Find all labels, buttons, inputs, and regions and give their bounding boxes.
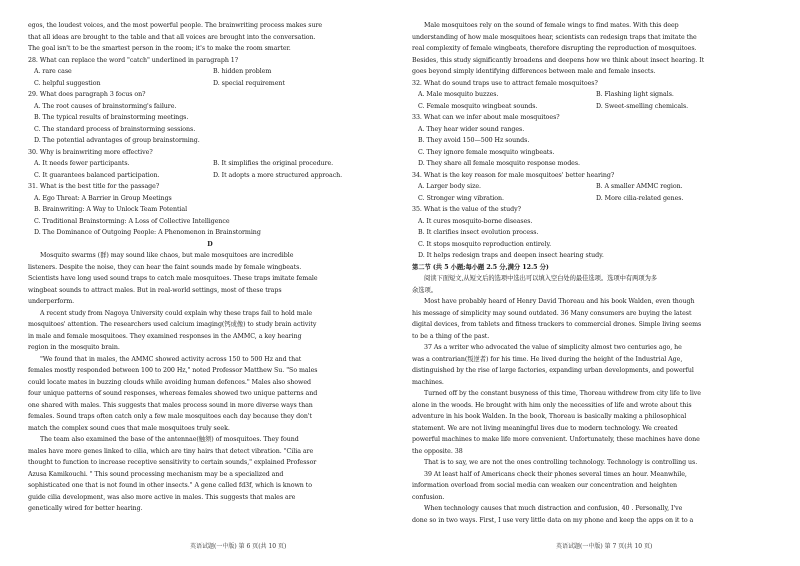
options-row bbox=[28, 78, 392, 90]
option-a: A. Male mosquito buzzes. bbox=[418, 91, 499, 98]
passage-line: Scientists have long used sound traps to catch male mosquitoes. These traps imitate female bbox=[28, 275, 318, 282]
passage-line: Turned off by the constant busyness of this time, Thoreau withdrew from city life to live bbox=[424, 390, 701, 397]
option-d: D. It adopts a more structured approach. bbox=[213, 171, 343, 179]
text-line: egos, the loudest voices, and the most powerful people. The brainwriting process makes sure bbox=[28, 22, 323, 29]
left-page bbox=[28, 20, 392, 515]
text-line: The goal isn't to be the smartest person in the room; it's to make the room smarter. bbox=[28, 45, 291, 52]
question-stem: 34. What is the key reason for male mosquitoes' better hearing? bbox=[412, 171, 615, 179]
text-line: Besides, this study significantly broadens and deepens how we think about insect hearing. It bbox=[412, 56, 705, 64]
question-28 bbox=[28, 55, 392, 90]
passage-line: females mostly responded between 100 to 200 Hz," noted Professor Matthew Su. "So males bbox=[28, 367, 318, 374]
option-d: D. The potential advantages of group brainstorming. bbox=[34, 137, 200, 144]
passage-line: confusion. bbox=[412, 493, 445, 501]
option-a: A. rare case bbox=[34, 68, 72, 75]
options-row bbox=[412, 193, 774, 205]
passage-line: The team also examined the base of the antennae(触须) of mosquitoes. They found bbox=[40, 436, 299, 443]
option-a: A. Ego Threat: A Barrier in Group Meetings bbox=[34, 194, 172, 202]
passage-line: wingbeat sounds to attract males. But in real-world settings, most of these traps bbox=[28, 286, 282, 294]
option-a: A. It cures mosquito-borne diseases. bbox=[418, 217, 533, 225]
option-c: C. Traditional Brainstorming: A Loss of Collective Intelligence bbox=[34, 217, 230, 225]
section-instructions: 余选项。 bbox=[412, 286, 437, 294]
question-stem: 30. Why is brainwriting more effective? bbox=[28, 148, 153, 156]
passage-line: listeners. Despite the noise, they can hear the faint sounds made by female wingbeats. bbox=[28, 263, 302, 271]
question-stem: 33. What can we infer about male mosquitoes? bbox=[412, 114, 560, 121]
passage-line: sophisticated one that is not found in other insects." A gene called fd3f, which is known to bbox=[28, 482, 312, 489]
passage-line: females. Sound traps often catch only a few male mosquitoes each day because they don't bbox=[28, 413, 312, 420]
passage-line: thought to function to increase receptive sensitivity to certain sounds," explained Professor bbox=[28, 459, 317, 466]
question-stem: 32. What do sound traps use to attract female mosquitoes? bbox=[412, 79, 598, 87]
question-31 bbox=[28, 181, 392, 239]
text-line: that all ideas are brought to the table and that all voices are brought into the conversation. bbox=[28, 33, 316, 41]
page-footer-right: 英语试题(一中版) 第 7 页(共 10 页) bbox=[556, 543, 653, 550]
options-row bbox=[28, 66, 392, 78]
option-c: C. They ignore female mosquito wingbeats. bbox=[418, 148, 555, 156]
option-a: A. The root causes of brainstorming's failure. bbox=[34, 102, 177, 110]
option-d: D. The Dominance of Outgoing People: A Phenomenon in Brainstorming bbox=[34, 229, 261, 236]
passage-line: alone in the woods. He brought with him only the necessities of life and wrote about this bbox=[412, 401, 692, 409]
passage-line: one shared with males. This suggests that males process sound in more diverse ways than bbox=[28, 401, 313, 409]
option-a: A. It needs fewer participants. bbox=[34, 160, 130, 167]
passage-section2 bbox=[412, 296, 774, 526]
passage-d bbox=[28, 250, 392, 515]
option-a: A. Larger body size. bbox=[418, 183, 481, 190]
passage-line: Azusa Kamikouchi. " This sound processing mechanism may be a specialized and bbox=[28, 470, 284, 478]
section-letter: D bbox=[207, 240, 213, 248]
option-c: C. helpful suggestion bbox=[34, 79, 101, 87]
passage-line: match the complex sound cues that male mosquitoes truly seek. bbox=[28, 424, 230, 432]
option-b: B. Brainwriting: A Way to Unlock Team Potential bbox=[34, 206, 188, 213]
option-d: D. More cilia-related genes. bbox=[596, 194, 684, 202]
option-d: D. They share all female mosquito response modes. bbox=[418, 160, 580, 167]
option-b: B. A smaller AMMC region. bbox=[596, 183, 683, 190]
option-b: B. It simplifies the original procedure. bbox=[213, 160, 334, 167]
passage-line: guide cilia development, was also more active in males. This suggests that males are bbox=[28, 493, 296, 501]
option-b: B. hidden problem bbox=[213, 68, 272, 75]
passage-line: statement. We are not living meaningful lives due to modern technology. We created bbox=[412, 424, 678, 432]
passage-line: done so in two ways. First, I use very little data on my phone and keep the apps on it to a bbox=[412, 516, 694, 524]
text-line: Male mosquitoes rely on the sound of female wings to find mates. With this deep bbox=[424, 22, 679, 29]
passage-line: "We found that in males, the AMMC showed activity across 150 to 500 Hz and that bbox=[40, 355, 302, 363]
option-b: B. Flashing light signals. bbox=[596, 91, 674, 98]
passage-line: to be a thing of the past. bbox=[412, 332, 490, 340]
right-page bbox=[412, 20, 774, 526]
passage-line: his message of simplicity may sound outdated. 36 Many consumers are buying the latest bbox=[412, 309, 692, 317]
option-d: D. It helps redesign traps and deepen insect hearing study. bbox=[418, 252, 604, 259]
passage-line: males have more genes linked to cilia, which are tiny hairs that detect vibration. "Cilia are bbox=[28, 447, 314, 455]
options-row bbox=[412, 89, 774, 101]
options-row bbox=[28, 170, 392, 182]
options-row bbox=[28, 158, 392, 170]
section-instructions: 阅读下面短文,从短文后的选项中选出可以填入空白处的最佳选项。选项中有两项为多 bbox=[424, 275, 658, 282]
question-stem: 35. What is the value of the study? bbox=[412, 206, 521, 213]
question-34 bbox=[412, 170, 774, 205]
option-d: D. special requirement bbox=[213, 79, 285, 87]
option-c: C. Stronger wing vibration. bbox=[418, 194, 504, 202]
question-33 bbox=[412, 112, 774, 170]
text-line: real complexity of female wingbeats, therefore disrupting the reproduction of mosquitoes. bbox=[412, 45, 697, 52]
passage-line: information overload from social media can weaken our concentration and heighten bbox=[412, 482, 678, 489]
passage-line: could locate mates in buzzing clouds while avoiding human defences." Males also showed bbox=[28, 378, 312, 386]
text-line: goes beyond simply identifying differences between male and female insects. bbox=[412, 68, 656, 75]
passage-line: was a contrarian(叛逆者) for his time. He lived during the height of the Industrial Age, bbox=[412, 355, 683, 363]
passage-line: digital devices, from tablets and fitness trackers to commercial drones. Simple living seems bbox=[412, 321, 702, 328]
question-35 bbox=[412, 204, 774, 262]
passage-line: Mosquito swarms (群) may sound like chaos, but male mosquitoes are incredible bbox=[40, 252, 294, 259]
option-b: B. The typical results of brainstorming meetings. bbox=[34, 114, 189, 121]
passage-line: the opposite. 38 bbox=[412, 447, 463, 455]
option-c: C. Female mosquito wingbeat sounds. bbox=[418, 102, 538, 110]
passage-line: That is to say, we are not the ones controlling technology. Technology is controlling us. bbox=[424, 459, 698, 466]
question-stem: 29. What does paragraph 3 focus on? bbox=[28, 91, 146, 98]
passage-line: 39 At least half of Americans check their phones several times an hour. Meanwhile, bbox=[424, 470, 687, 478]
passage-line: genetically wired for better hearing. bbox=[28, 505, 143, 512]
passage-line: four unique patterns of sound responses, whereas females showed two unique patterns and bbox=[28, 390, 318, 397]
passage-line: in male and female mosquitoes. They examined responses in the AMMC, a key hearing bbox=[28, 332, 302, 340]
option-c: C. It guarantees balanced participation. bbox=[34, 171, 160, 179]
question-30 bbox=[28, 147, 392, 182]
passage-line: When technology causes that much distraction and confusion, 40 . Personally, I've bbox=[424, 505, 683, 512]
passage-line: underperform. bbox=[28, 298, 75, 305]
option-d: D. Sweet-smelling chemicals. bbox=[596, 102, 689, 110]
passage-line: distinguished by the rise of large factories, expanding urban developments, and powerful bbox=[412, 367, 694, 374]
options-row bbox=[412, 101, 774, 113]
passage-line: machines. bbox=[412, 378, 444, 386]
question-stem: 28. What can replace the word "catch" underlined in paragraph 1? bbox=[28, 56, 239, 64]
option-b: B. They avoid 150—500 Hz sounds. bbox=[418, 137, 530, 144]
option-b: B. It clarifies insect evolution process. bbox=[418, 229, 539, 236]
passage-line: 37 As a writer who advocated the value of simplicity almost two centuries ago, he bbox=[424, 344, 682, 351]
question-stem: 31. What is the best title for the passage? bbox=[28, 183, 160, 190]
options-row bbox=[412, 181, 774, 193]
question-29 bbox=[28, 89, 392, 147]
passage-line: Most have probably heard of Henry David Thoreau and his book Walden, even though bbox=[424, 298, 695, 305]
option-c: C. It stops mosquito reproduction entirely. bbox=[418, 240, 552, 248]
passage-line: adventure in his book Walden. In the book, Thoreau is basically making a philosophical bbox=[412, 413, 687, 420]
option-c: C. The standard process of brainstorming sessions. bbox=[34, 125, 196, 133]
passage-line: mosquitoes' attention. The researchers used calcium imaging(钙成像) to study brain activity bbox=[28, 321, 317, 328]
passage-line: region in the mosquito brain. bbox=[28, 344, 120, 351]
text-line: understanding of how male mosquitoes hear, scientists can redesign traps that imitate the bbox=[412, 33, 697, 41]
passage-line: A recent study from Nagoya University could explain why these traps fail to hold male bbox=[40, 309, 312, 317]
section-title: 第二节 (共 5 小题;每小题 2.5 分,满分 12.5 分) bbox=[412, 263, 549, 271]
page-footer-left: 英语试题(一中版) 第 6 页(共 10 页) bbox=[190, 543, 287, 550]
question-32 bbox=[412, 78, 774, 113]
passage-line: powerful machines to make life more convenient. Unfortunately, these machines have done bbox=[412, 436, 700, 443]
option-a: A. They hear wider sound ranges. bbox=[418, 125, 525, 133]
